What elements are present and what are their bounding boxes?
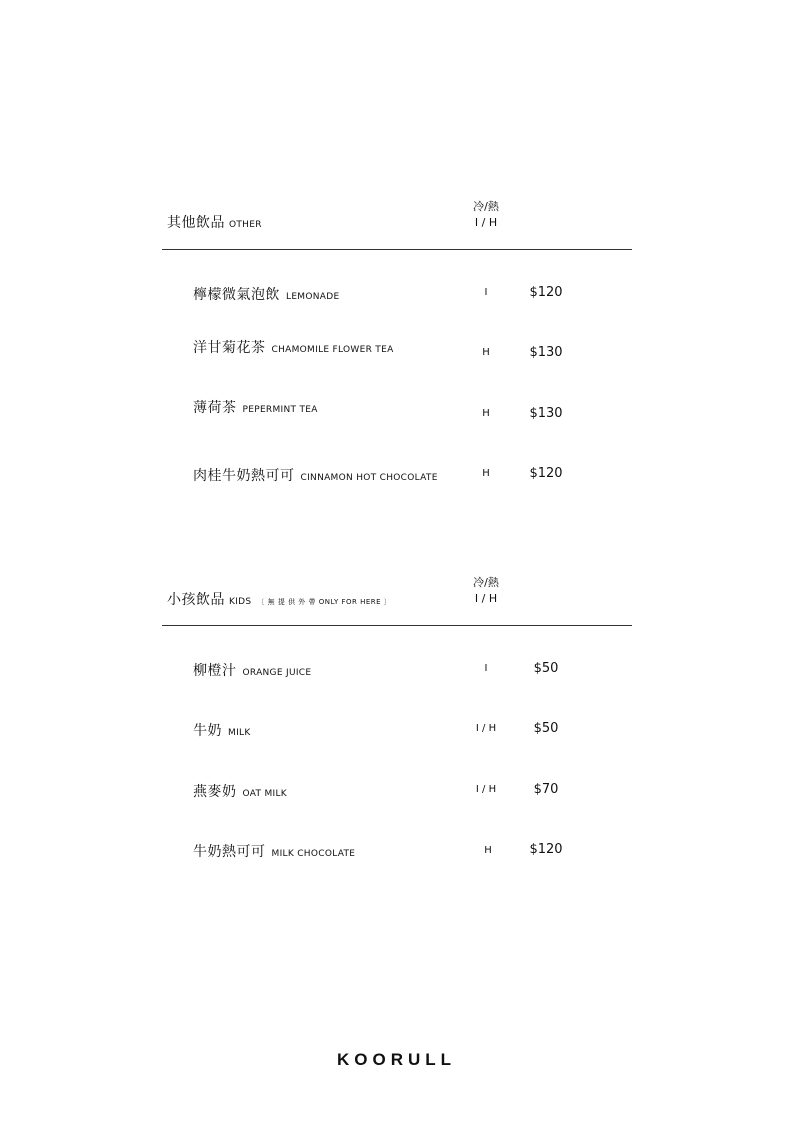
item-name-zh: 燕麥奶 <box>193 784 237 800</box>
temp-header-en: I / H <box>474 216 498 229</box>
item-price: $120 <box>529 285 563 300</box>
item-name-zh: 薄荷茶 <box>193 400 237 416</box>
item-price: $50 <box>533 721 559 736</box>
section-title-kids <box>167 589 391 609</box>
item-price: $50 <box>533 661 559 676</box>
menu-item <box>193 284 339 304</box>
item-name-zh: 洋甘菊花茶 <box>193 340 266 356</box>
item-name-en: CHAMOMILE FLOWER TEA <box>271 345 394 355</box>
section-title-en: OTHER <box>229 220 262 230</box>
item-name-zh: 柳橙汁 <box>193 663 237 679</box>
takeout-note: 〔 無 提 供 外 帶 ONLY FOR HERE 〕 <box>257 598 392 606</box>
section-title-en: KIDS <box>229 597 252 607</box>
item-price: $70 <box>533 782 559 797</box>
section-title-zh: 小孩飲品 <box>167 592 225 608</box>
temp-header-en: I / H <box>474 592 498 605</box>
item-name-en: PEPERMINT TEA <box>242 405 318 415</box>
item-name-zh: 肉桂牛奶熱可可 <box>193 468 295 484</box>
menu-item <box>193 465 438 485</box>
section-title-other <box>167 212 262 232</box>
temp-header-zh: 冷/熱 <box>473 576 499 589</box>
item-temp: H <box>482 408 490 419</box>
item-temp: I / H <box>475 784 497 795</box>
item-name-en: LEMONADE <box>286 292 340 302</box>
section-divider <box>162 249 632 250</box>
item-temp: I <box>484 287 488 298</box>
menu-item <box>193 781 287 801</box>
item-price: $120 <box>529 842 563 857</box>
menu-item <box>193 337 394 357</box>
item-name-en: MILK CHOCOLATE <box>271 849 356 859</box>
section-divider <box>162 625 632 626</box>
item-price: $120 <box>529 466 563 481</box>
item-temp: H <box>484 845 492 856</box>
item-price: $130 <box>529 406 563 421</box>
menu-item <box>193 841 355 861</box>
item-temp: I <box>484 663 488 674</box>
menu-item <box>193 660 311 680</box>
item-name-en: MILK <box>228 728 251 738</box>
section-title-zh: 其他飲品 <box>167 215 225 231</box>
item-name-zh: 牛奶熱可可 <box>193 844 266 860</box>
item-name-zh: 檸檬微氣泡飲 <box>193 287 280 303</box>
item-temp: H <box>482 468 490 479</box>
item-name-en: CINNAMON HOT CHOCOLATE <box>300 473 438 483</box>
brand-logo: KOORULL <box>336 1050 457 1069</box>
item-name-zh: 牛奶 <box>193 723 222 739</box>
menu-item <box>193 720 251 740</box>
item-name-en: OAT MILK <box>242 789 287 799</box>
menu-item <box>193 397 318 417</box>
item-price: $130 <box>529 345 563 360</box>
temp-header-zh: 冷/熱 <box>473 200 499 213</box>
item-temp: H <box>482 347 490 358</box>
item-temp: I / H <box>475 723 497 734</box>
item-name-en: ORANGE JUICE <box>242 668 312 678</box>
